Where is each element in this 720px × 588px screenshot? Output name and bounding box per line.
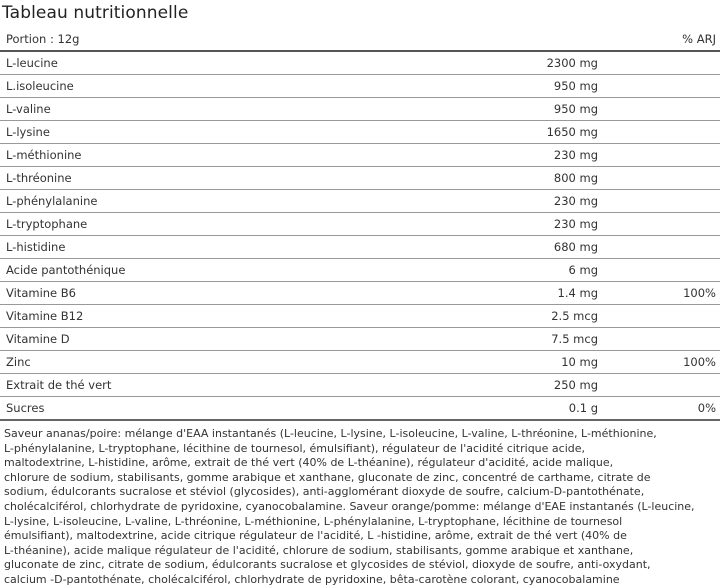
nutrient-name: L.isoleucine [0,75,430,98]
nutrient-name: Extrait de thé vert [0,374,430,397]
nutrient-name: L-valine [0,98,430,121]
ingredients-text [0,421,720,588]
nutrient-amount: 230 mg [430,144,660,167]
table-row [0,236,720,259]
nutrient-percent-arj [660,98,720,121]
nutrient-name: L-histidine [0,236,430,259]
nutrient-percent-arj [660,167,720,190]
nutrient-name: Vitamine D [0,328,430,351]
ingredients-line: émulsifiant), maltodextrine, acide citrique régulateur de l'acidité, L -histidine, arôme, extrait de thé vert (40% de [4,529,627,543]
nutrient-amount: 2.5 mcg [430,305,660,328]
ingredients-line: maltodextrine, L-histidine, arôme, extrait de thé vert (40% de L-théanine), régulateur d'acidité, acide malique, [4,456,614,470]
nutrient-amount: 0.1 g [430,397,660,421]
nutrient-amount: 950 mg [430,75,660,98]
nutrient-percent-arj [660,259,720,282]
nutrient-amount: 950 mg [430,98,660,121]
table-row [0,282,720,305]
table-row [0,305,720,328]
table-row [0,259,720,282]
nutrient-amount: 680 mg [430,236,660,259]
table-row [0,167,720,190]
nutrient-amount: 1.4 mg [430,282,660,305]
nutrient-percent-arj [660,75,720,98]
nutrient-name: L-méthionine [0,144,430,167]
nutrient-name: L-thréonine [0,167,430,190]
nutrient-percent-arj: 100% [660,351,720,374]
nutrient-percent-arj [660,144,720,167]
nutrient-percent-arj [660,121,720,144]
table-row [0,190,720,213]
ingredients-line: cholécalciférol, chlorhydrate de pyridoxine, cyanocobalamine. Saveur orange/pomme: mélange d'EAE instantanés (L-leucine, [4,499,695,513]
nutrient-percent-arj [660,190,720,213]
percent-arj-header: % ARJ [660,28,720,51]
table-row [0,144,720,167]
nutrient-name: Acide pantothénique [0,259,430,282]
nutrient-percent-arj [660,236,720,259]
nutrient-name: Vitamine B6 [0,282,430,305]
nutrient-amount: 230 mg [430,190,660,213]
portion-header: Portion : 12g [0,28,430,51]
nutrient-percent-arj: 100% [660,282,720,305]
nutrient-name: Vitamine B12 [0,305,430,328]
nutrition-table [0,28,720,421]
ingredients-line: chlorure de sodium, stabilisants, gomme arabique et xanthane, gluconate de zinc, concentré de carthame, citrate de [4,470,651,484]
nutrient-percent-arj [660,374,720,397]
ingredients-line: calcium -D-pantothénate, cholécalciférol, chlorhydrate de pyridoxine, bêta-carotène colorant, cyanocobalamine [4,572,620,586]
page-title: Tableau nutritionnelle [2,3,189,23]
table-row [0,121,720,144]
nutrient-name: Zinc [0,351,430,374]
nutrient-amount: 800 mg [430,167,660,190]
table-row [0,351,720,374]
ingredients-line: L-théanine), acide malique régulateur de l'acidité, chlorure de sodium, stabilisants, gomme arabique et xanthane, [4,543,634,557]
ingredients-line: L-lysine, L-isoleucine, L-valine, L-thréonine, L-méthionine, L-phénylalanine, L-tryptophane, lécithine de tournesol [4,514,623,528]
nutrient-percent-arj: 0% [660,397,720,421]
nutrient-percent-arj [660,305,720,328]
nutrient-name: L-tryptophane [0,213,430,236]
table-row [0,75,720,98]
nutrient-name: L-lysine [0,121,430,144]
nutrient-amount: 6 mg [430,259,660,282]
nutrient-name: L-phénylalanine [0,190,430,213]
table-body [0,51,720,420]
value-header [430,28,660,51]
nutrient-amount: 2300 mg [430,51,660,75]
ingredients-line: gluconate de zinc, citrate de sodium, édulcorants sucralose et glycosides de stéviol, dioxyde de soufre, anti-oxydant, [4,558,651,572]
nutrient-name: Sucres [0,397,430,421]
nutrient-percent-arj [660,51,720,75]
ingredients-line: L-phénylalanine, L-tryptophane, lécithine de tournesol, émulsifiant), régulateur de l'acidité citrique acide, [4,441,586,455]
table-header [0,28,720,51]
nutrient-amount: 230 mg [430,213,660,236]
table-row [0,374,720,397]
table-row [0,213,720,236]
nutrient-percent-arj [660,213,720,236]
table-row [0,328,720,351]
table-row [0,51,720,75]
nutrient-percent-arj [660,328,720,351]
nutrient-amount: 1650 mg [430,121,660,144]
nutrient-amount: 7.5 mcg [430,328,660,351]
table-row [0,98,720,121]
nutrient-amount: 10 mg [430,351,660,374]
table-row [0,397,720,421]
nutrient-amount: 250 mg [430,374,660,397]
table-header-row [0,28,720,51]
ingredients-line: Saveur ananas/poire: mélange d'EAA instantanés (L-leucine, L-lysine, L-isoleucine, L-valine, L-thréonine, L-méthionine, [4,427,657,440]
ingredients-line: sodium, édulcorants sucralose et stéviol (glycosides), anti-agglomérant dioxyde de soufre, calcium-D-pantothénate, [4,485,645,499]
nutrient-name: L-leucine [0,51,430,75]
